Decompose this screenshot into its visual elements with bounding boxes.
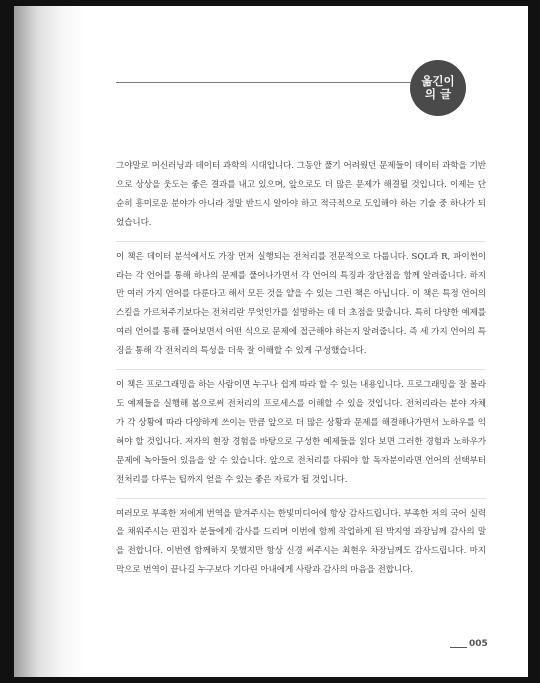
spine-shadow [14,6,84,677]
page-number-text: 005 [469,639,488,649]
paragraph-divider [116,498,486,499]
book-page [14,6,528,677]
paragraph-4: 여러모로 부족한 저에게 번역을 맡겨주시는 한빛미디어에 항상 감사드립니다. 부족한 저의 국어 실력을 채워주시는 편집자 분들에게 감사를 드리며 이번에 함께 작업하게 된 박지영 과장님께 감사의 말을 전합니다. 이번엔 함께하지 못했지만 항상 신경 써주시는 최현우 차장님께도 감사드립니다. 마지막으로 번역이 끝나길 누구보다 기다린 아내에게 사랑과 감사의 마음을 전합니다. [116,508,486,576]
header-rule [116,82,416,83]
paragraph-divider [116,241,486,242]
page-number-rule [450,647,467,648]
paragraph-divider [116,369,486,370]
paragraph-2: 이 책은 데이터 분석에서도 가장 먼저 실행되는 전처리를 전문적으로 다룹니다. SQL과 R, 파이썬이라는 각 언어를 통해 하나의 문제를 풀어나가면서 각 언어의 특징과 장단점을 함께 알려줍니다. 하지만 여러 가지 언어를 다룬다고 해서 모든 것을 얕을 수 있는 그런 책은 아닙니다. 이 책은 특정 언어의 스킬을 가르쳐주기보다는 전처리란 무엇인가를 설명하는 데 더 초점을 맞춥니다. 특히 다양한 예제를 여러 언어를 통해 풀어보면서 어떤 식으로 문제에 접근해야 하는지 알려줍니다. 즉 세 가지 언어의 특징을 통해 각 전처리의 특성을 더욱 잘 이해할 수 있게 구성했습니다. [116,251,486,357]
body-text [116,157,486,588]
section-title-badge [410,60,466,116]
paragraph-1: 그야말로 머신러닝과 데이터 과학의 시대입니다. 그동안 풀기 어려웠던 문제들이 데이터 과학을 기반으로 상상을 웃도는 좋은 결과를 내고 있으며, 앞으로도 더 많은 문제가 해결될 것입니다. 이제는 단순히 흥미로운 분야가 아니라 정말 반드시 알아야 하고 적극적으로 도입해야 하는 기술 중 하나가 되었습니다. [116,161,486,228]
paragraph-3: 이 책은 프로그래밍을 하는 사람이면 누구나 쉽게 따라 할 수 있는 내용입니다. 프로그래밍을 잘 몰라도 예제들을 실행해 봄으로써 전처리의 프로세스를 이해할 수 있을 것입니다. 전처리라는 분야 자체가 각 상황에 따라 다양하게 쓰이는 만큼 앞으로 더 많은 상황과 문제를 해결해나가면서 노하우를 익혀야 할 것입니다. 저자의 현장 경험을 바탕으로 구성한 예제들을 읽다 보면 그러한 경험과 노하우가 문제에 녹아들어 있음을 알 수 있습니다. 앞으로 전처리를 다뤄야 할 독자분이라면 언어의 선택부터 전처리를 다루는 팁까지 얻을 수 있는 좋은 자료가 될 것입니다. [116,380,486,485]
page-number [450,639,488,649]
section-title: 옮긴이의 글 [421,74,455,101]
